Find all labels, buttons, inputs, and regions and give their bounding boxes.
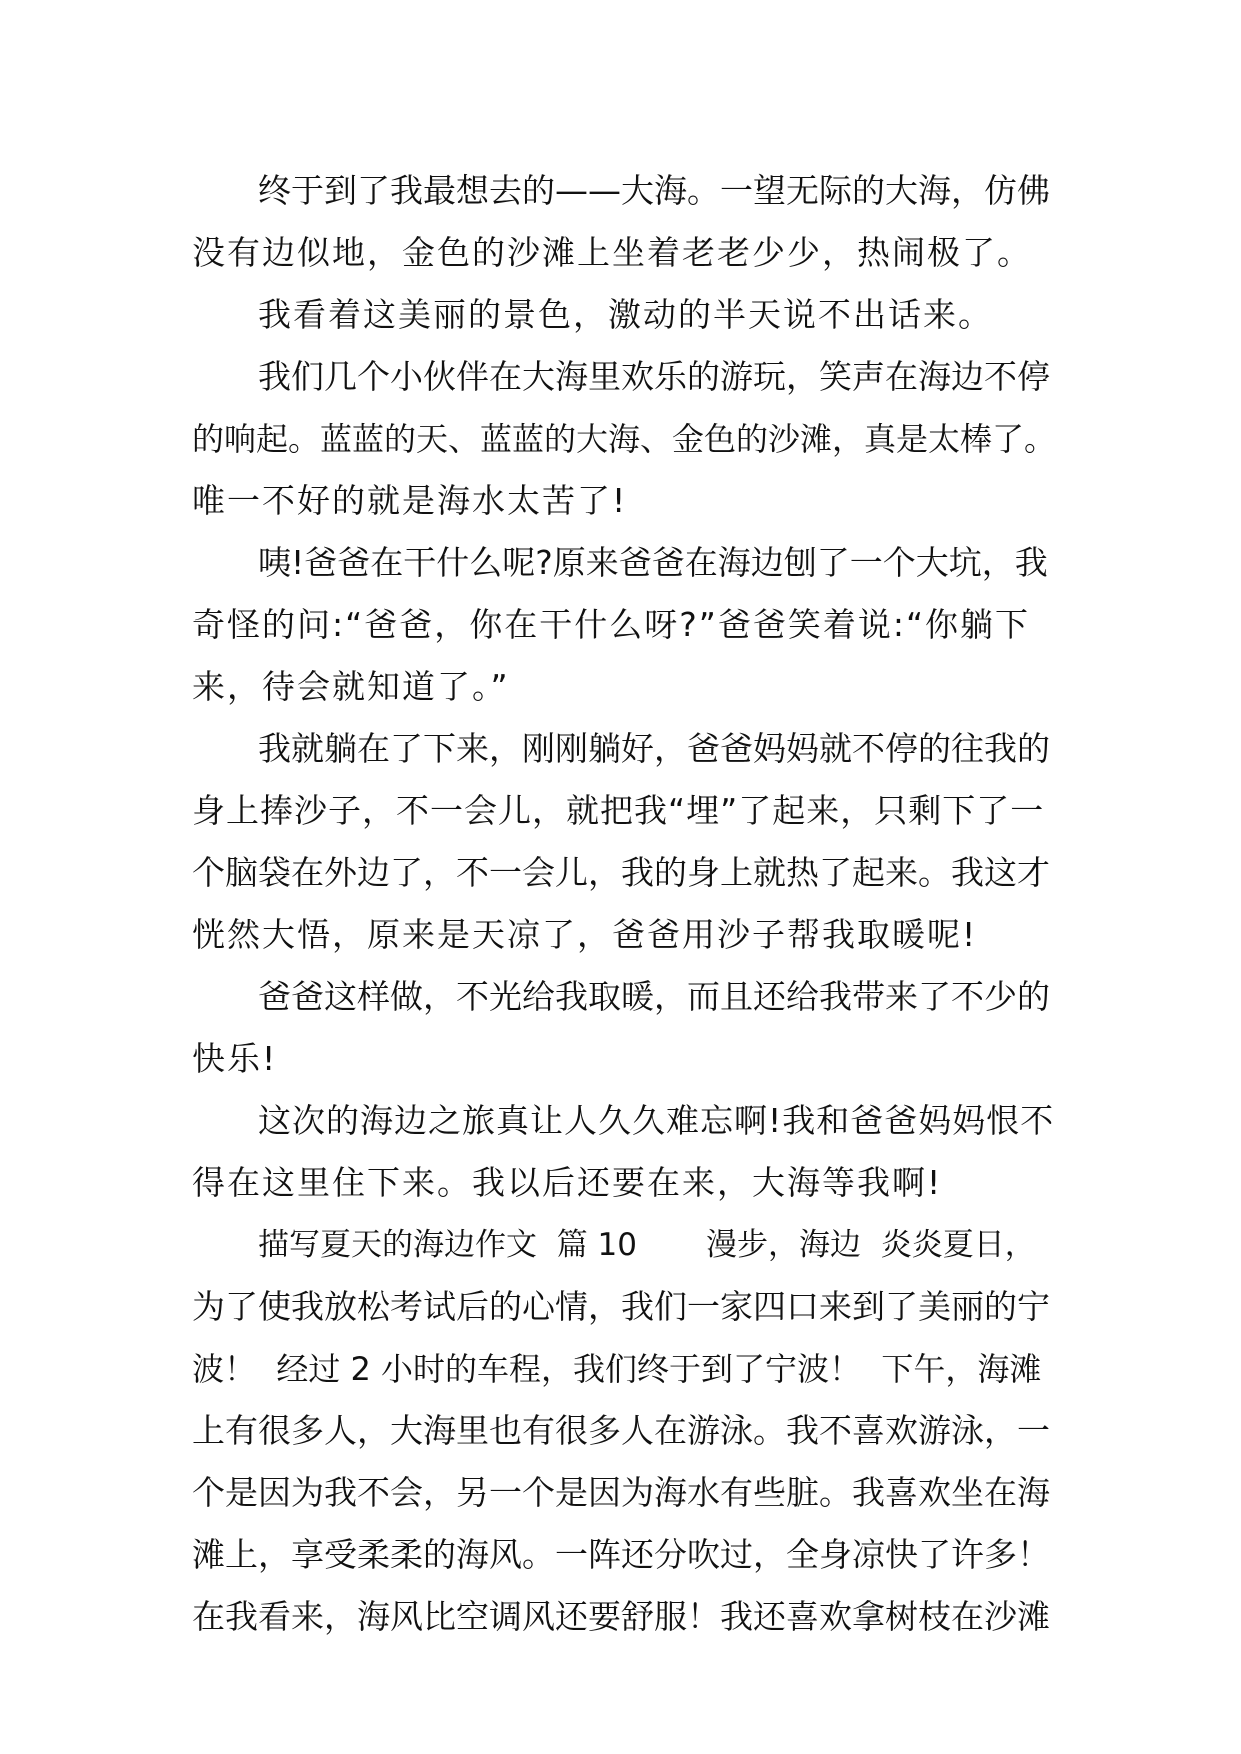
text-line: 爸爸这样做，不光给我取暖，而且还给我带来了不少的	[258, 977, 1050, 1016]
text-line: 咦!爸爸在干什么呢?原来爸爸在海边刨了一个大坑，我	[258, 543, 1048, 582]
text-line: 身上捧沙子，不一会儿，就把我“埋”了起来，只剩下了一	[192, 791, 1045, 830]
text-line: 为了使我放松考试后的心情，我们一家四口来到了美丽的宁	[192, 1287, 1050, 1326]
text-line: 波！ 经过 2 小时的车程，我们终于到了宁波！ 下午，海滩	[192, 1350, 1042, 1388]
text-line: 这次的海边之旅真让人久久难忘啊!我和爸爸妈妈恨不	[258, 1101, 1055, 1140]
text-line: 没有边似地，金色的沙滩上坐着老老少少，热闹极了。	[192, 233, 1032, 272]
essay-text	[192, 160, 1056, 1648]
text-line: 得在这里住下来。我以后还要在来，大海等我啊!	[192, 1163, 943, 1202]
text-line: 奇怪的问:“爸爸，你在干什么呀?”爸爸笑着说:“你躺下	[192, 605, 1031, 644]
text-line: 终于到了我最想去的——大海。一望无际的大海，仿佛	[258, 171, 1050, 210]
text-line: 个脑袋在外边了，不一会儿，我的身上就热了起来。我这才	[192, 853, 1050, 892]
text-line: 个是因为我不会，另一个是因为海水有些脏。我喜欢坐在海	[192, 1473, 1050, 1512]
text-line: 描写夏天的海边作文 篇 10 漫步，海边 炎炎夏日，	[258, 1227, 1036, 1263]
text-line: 的响起。蓝蓝的天、蓝蓝的大海、金色的沙滩，真是太棒了。	[192, 420, 1057, 458]
text-line: 快乐!	[192, 1039, 278, 1078]
text-line: 恍然大悟，原来是天凉了，爸爸用沙子帮我取暖呢!	[192, 915, 978, 954]
text-line: 我就躺在了下来，刚刚躺好，爸爸妈妈就不停的往我的	[258, 729, 1050, 768]
text-line: 上有很多人，大海里也有很多人在游泳。我不喜欢游泳，一	[192, 1411, 1050, 1450]
text-line: 在我看来，海风比空调风还要舒服！我还喜欢拿树枝在沙滩	[192, 1597, 1050, 1636]
text-line: 来，待会就知道了。”	[192, 667, 510, 706]
text-line: 我看着这美丽的景色，激动的半天说不出话来。	[258, 295, 993, 334]
text-line: 我们几个小伙伴在大海里欢乐的游玩，笑声在海边不停	[258, 357, 1050, 396]
text-line: 滩上，享受柔柔的海风。一阵还分吹过，全身凉快了许多！	[192, 1535, 1050, 1574]
text-line: 唯一不好的就是海水太苦了!	[192, 481, 628, 520]
